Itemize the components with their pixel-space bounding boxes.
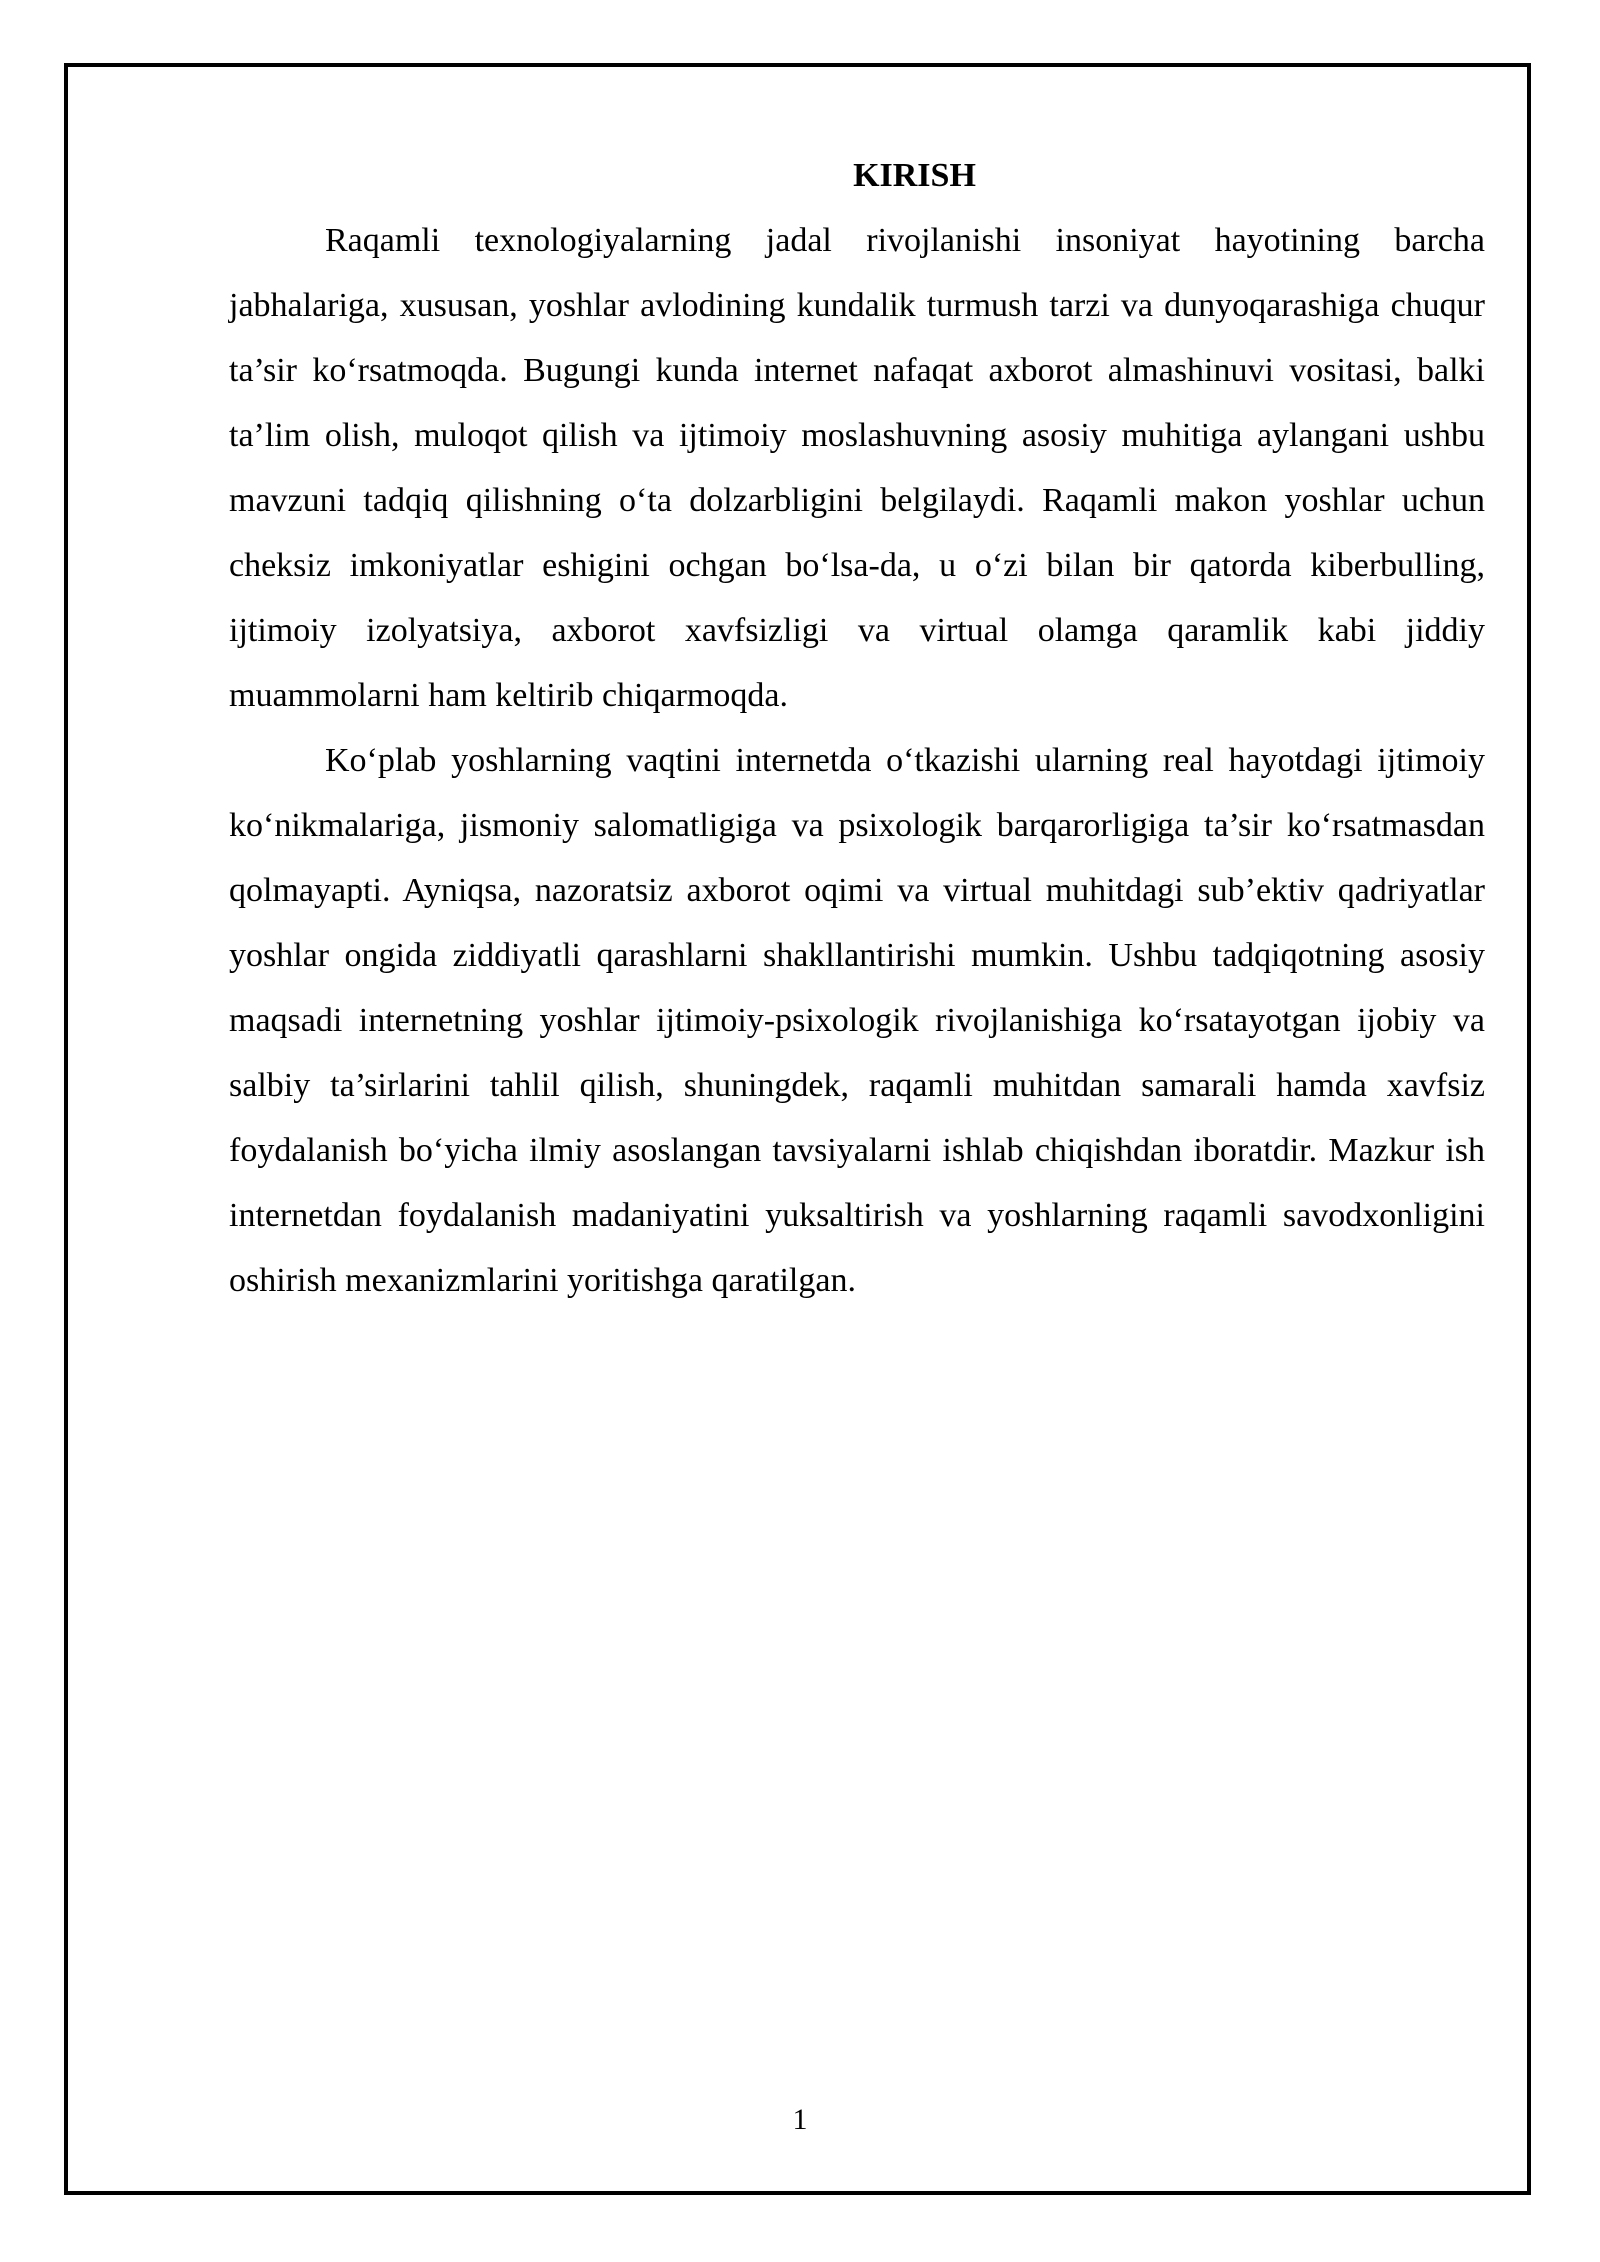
page-number: 1 [792, 2103, 808, 2136]
paragraph-1: Raqamli texnologiyalarning jadal rivojlanishi insoniyat hayotining barcha jabhalariga, xususan, yoshlar avlodining kundalik turmush tarzi va dunyoqarashiga chuqur ta’sir ko‘rsatmoqda. Bugungi kunda internet nafaqat axborot almashinuvi vositasi, balki ta’lim olish, muloqot qilish va ijtimoiy moslashuvning asosiy muhitiga aylangani ushbu mavzuni tadqiq qilishning o‘ta dolzarbligini belgilaydi. Raqamli makon yoshlar uchun cheksiz imkoniyatlar eshigini ochgan bo‘lsa-da, u o‘zi bilan bir qatorda kiberbulling, ijtimoiy izolyatsiya, axborot xavfsizligi va virtual olamga qaramlik kabi jiddiy muammolarni ham keltirib chiqarmoqda. [229, 222, 1485, 714]
document-body [229, 146, 1485, 1313]
section-title: KIRISH [853, 157, 976, 194]
paragraph-2: Ko‘plab yoshlarning vaqtini internetda o‘tkazishi ularning real hayotdagi ijtimoiy ko‘nikmalariga, jismoniy salomatligiga va psixologik barqarorligiga ta’sir ko‘rsatmasdan qolmayapti. Ayniqsa, nazoratsiz axborot oqimi va virtual muhitdagi sub’ektiv qadriyatlar yoshlar ongida ziddiyatli qarashlarni shakllantirishi mumkin. Ushbu tadqiqotning asosiy maqsadi internetning yoshlar ijtimoiy-psixologik rivojlanishiga ko‘rsatayotgan ijobiy va salbiy ta’sirlarini tahlil qilish, shuningdek, raqamli muhitdan samarali hamda xavfsiz foydalanish bo‘yicha ilmiy asoslangan tavsiyalarni ishlab chiqishdan iboratdir. Mazkur ish internetdan foydalanish madaniyatini yuksaltirish va yoshlarning raqamli savodxonligini oshirish mexanizmlarini yoritishga qaratilgan. [229, 742, 1485, 1299]
